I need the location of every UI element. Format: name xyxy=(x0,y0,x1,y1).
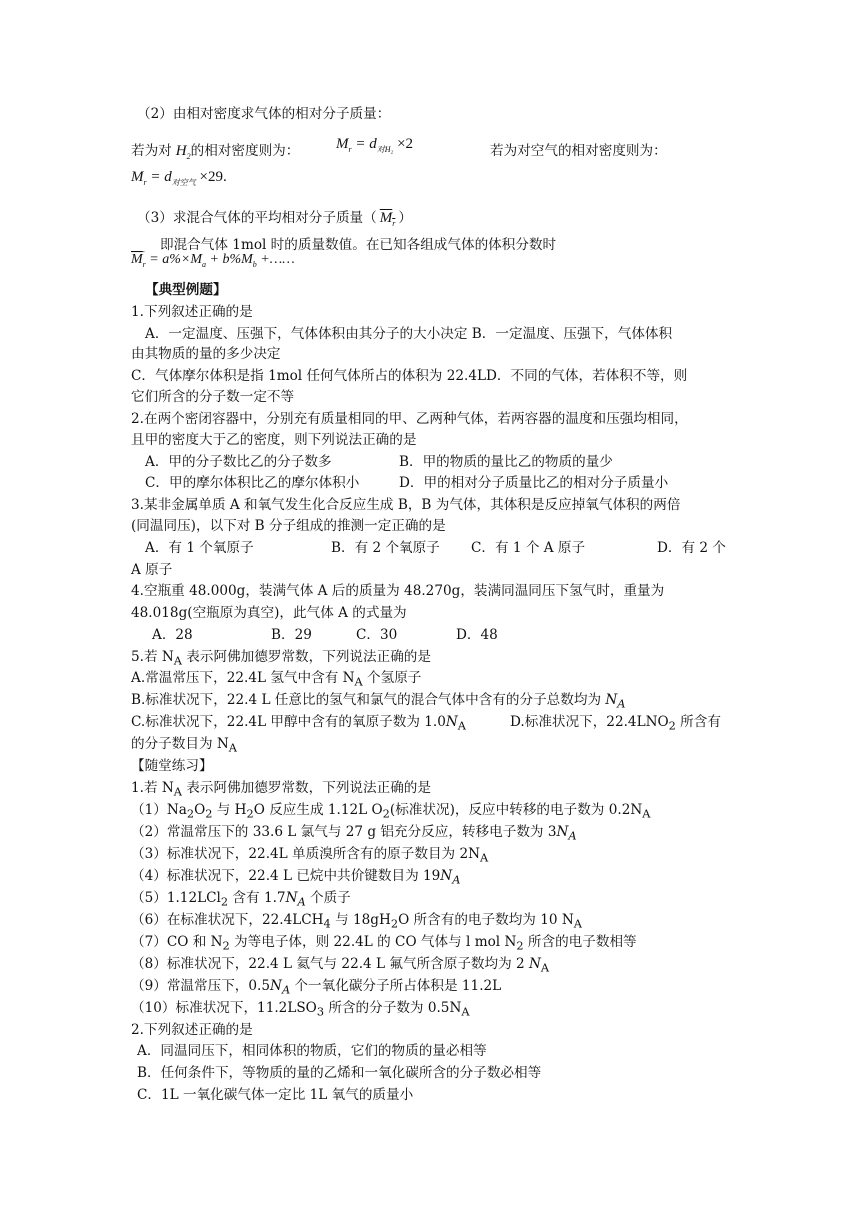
formula-air: $M_r = d_{对空气} \times 29$. xyxy=(131,169,227,187)
example-1-options-ab-cont: 由其物质的量的多少决定 xyxy=(131,346,281,362)
example-5-option-c: C.标准状况下，22.4L 甲醇中含有的氧原子数为 $1.0N_A$ xyxy=(131,714,466,733)
example-4-option-b: B．29 xyxy=(271,627,312,643)
h2-suffix: 的相对密度则为： xyxy=(190,143,300,159)
example-3-option-d: D．有 2 个 xyxy=(657,540,726,556)
section-3-desc: 即混合气体 1mol 时的质量数值。在已知各组成气体的体积分数时 xyxy=(160,237,557,253)
example-5-option-a: A.常温常压下，22.4L 氢气中含有 $N_A$ 个氢原子 xyxy=(131,670,422,689)
practice-2-option-b: B．任何条件下，等物质的量的乙烯和一氧化碳所含的分子数必相等 xyxy=(137,1065,542,1081)
section-3-title: （3）求混合气体的平均相对分子质量（ $M_r$ ） xyxy=(137,210,412,228)
example-3-option-b: B．有 2 个氧原子 xyxy=(331,540,440,556)
h2-relative-density-line xyxy=(131,142,299,166)
example-2-option-d: D．甲的相对分子质量比乙的相对分子质量小 xyxy=(399,475,669,491)
formula-mixture: $\overline{M}_r = a\%\times M_a + b\%M_b$ +…… xyxy=(131,252,295,269)
practice-1-item-2: （2）常温常压下的 33.6 L 氯气与 27 g 铝充分反应，转移电子数为 $3N_A$ xyxy=(131,824,577,843)
practice-1-item-1: $(1)Na_2O_2$ 与 $H_2O$ 反应生成 1.12L $O_2$(标准状况)，反应中转移的电子数为 $0.2N_A$ xyxy=(131,802,651,821)
example-4-question: 4.空瓶重 48.000g，装满气体 A 后的质量为 48.270g，装满同温同压下氢气时，重量为 xyxy=(131,583,665,599)
section-2-title: （2）由相对密度求气体的相对分子质量： xyxy=(137,106,391,122)
practice-2-question: 2.下列叙述正确的是 xyxy=(131,1022,253,1038)
practice-heading: 【随堂练习】 xyxy=(131,758,213,774)
example-4-question-cont: 48.018g(空瓶原为真空)，此气体 A 的式量为 xyxy=(131,605,407,621)
example-5-option-d: D.标准状况下，$22.4LNO_2$ 所含有 xyxy=(510,714,721,733)
example-5-question: 5.若 $N_A$ 表示阿佛加德罗常数，下列说法正确的是 xyxy=(131,649,431,668)
example-1-question: 1.下列叙述正确的是 xyxy=(131,304,253,320)
example-2-question-cont: 且甲的密度大于乙的密度，则下列说法正确的是 xyxy=(131,432,417,448)
example-2-option-c: C．甲的摩尔体积比乙的摩尔体积小 xyxy=(145,475,360,491)
example-3-question-cont: (同温同压)，以下对 B 分子组成的推测一定正确的是 xyxy=(131,518,446,534)
example-1-options-cd-cont: 它们所含的分子数一定不等 xyxy=(131,389,295,405)
example-2-option-b: B．甲的物质的量比乙的物质的量少 xyxy=(399,454,613,470)
practice-2-option-c: C．1L 一氧化碳气体一定比 1L 氧气的质量小 xyxy=(137,1087,414,1103)
example-1-options-cd: C．气体摩尔体积是指 1mol 任何气体所占的体积为 22.4LD．不同的气体，若体积不等，则 xyxy=(131,368,688,384)
practice-1-item-10: （10）标准状况下，$11.2LSO_3$ 所含的分子数为 $0.5N_A$ xyxy=(131,1000,470,1019)
example-4-option-d: D．48 xyxy=(456,627,498,643)
practice-1-item-3: （3）标准状况下，22.4L 单质溴所含有的原子数目为 $2N_A$ xyxy=(131,846,489,865)
practice-1-item-5: （5）1.12LCl$_2$ 含有 $1.7N_A$ 个质子 xyxy=(131,890,351,909)
h2-prefix: 若为对 xyxy=(131,143,172,159)
example-5-option-d-cont: 的分子数目为 $N_A$ xyxy=(131,736,237,755)
practice-1-question: 1.若 $N_A$ 表示阿佛加德罗常数，下列说法正确的是 xyxy=(131,780,431,799)
example-4-option-c: C．30 xyxy=(356,627,398,643)
example-1-options-ab: A．一定温度、压强下，气体体积由其分子的大小决定 B．一定温度、压强下，气体体积 xyxy=(145,326,673,342)
formula-h2: $M_r = d_{对H_2} \times 2$ xyxy=(336,136,414,154)
h2-symbol: $H_2$ xyxy=(175,143,191,161)
practice-1-item-4: （4）标准状况下，22.4 L 已烷中共价键数目为 $19N_A$ xyxy=(131,868,461,887)
example-5-option-b: B.标准状况下，22.4 L 任意比的氢气和氯气的混合气体中含有的分子总数均为 $N_A$ xyxy=(131,692,626,711)
example-3-option-c: C．有 1 个 A 原子 xyxy=(471,540,586,556)
practice-1-item-9: （9）常温常压下，$0.5N_A$ 个一氧化碳分子所占体积是 11.2L xyxy=(131,978,502,997)
example-2-option-a: A．甲的分子数比乙的分子数多 xyxy=(145,454,332,470)
example-3-option-d-cont: A 原子 xyxy=(131,562,173,578)
practice-1-item-7: （7）CO 和 $N_2$ 为等电子体，则 22.4L 的 CO 气体与 l mol $N_2$ 所含的电子数相等 xyxy=(131,934,637,953)
air-relative-density-label: 若为对空气的相对密度则为： xyxy=(490,143,667,159)
overline-bar: __ xyxy=(131,237,145,253)
practice-1-item-6: （6）在标准状况下，$22.4LCH_4$ 与 $18gH_2O$ 所含有的电子数均为 10 $N_A$ xyxy=(131,912,582,931)
example-4-option-a: A．28 xyxy=(152,627,193,643)
example-3-question: 3.某非金属单质 A 和氧气发生化合反应生成 B，B 为气体，其体积是反应掉氧气体积的两倍 xyxy=(131,497,681,513)
practice-2-option-a: A．同温同压下，相同体积的物质，它们的物质的量必相等 xyxy=(137,1043,487,1059)
example-2-question: 2.在两个密闭容器中，分别充有质量相同的甲、乙两种气体，若两容器的温度和压强均相同， xyxy=(131,411,688,427)
practice-1-item-8: （8）标准状况下，22.4 L 氦气与 22.4 L 氟气所含原子数均为 2 $N_A$ xyxy=(131,956,550,975)
examples-heading: 【典型例题】 xyxy=(145,282,227,298)
example-3-option-a: A．有 1 个氧原子 xyxy=(145,540,254,556)
